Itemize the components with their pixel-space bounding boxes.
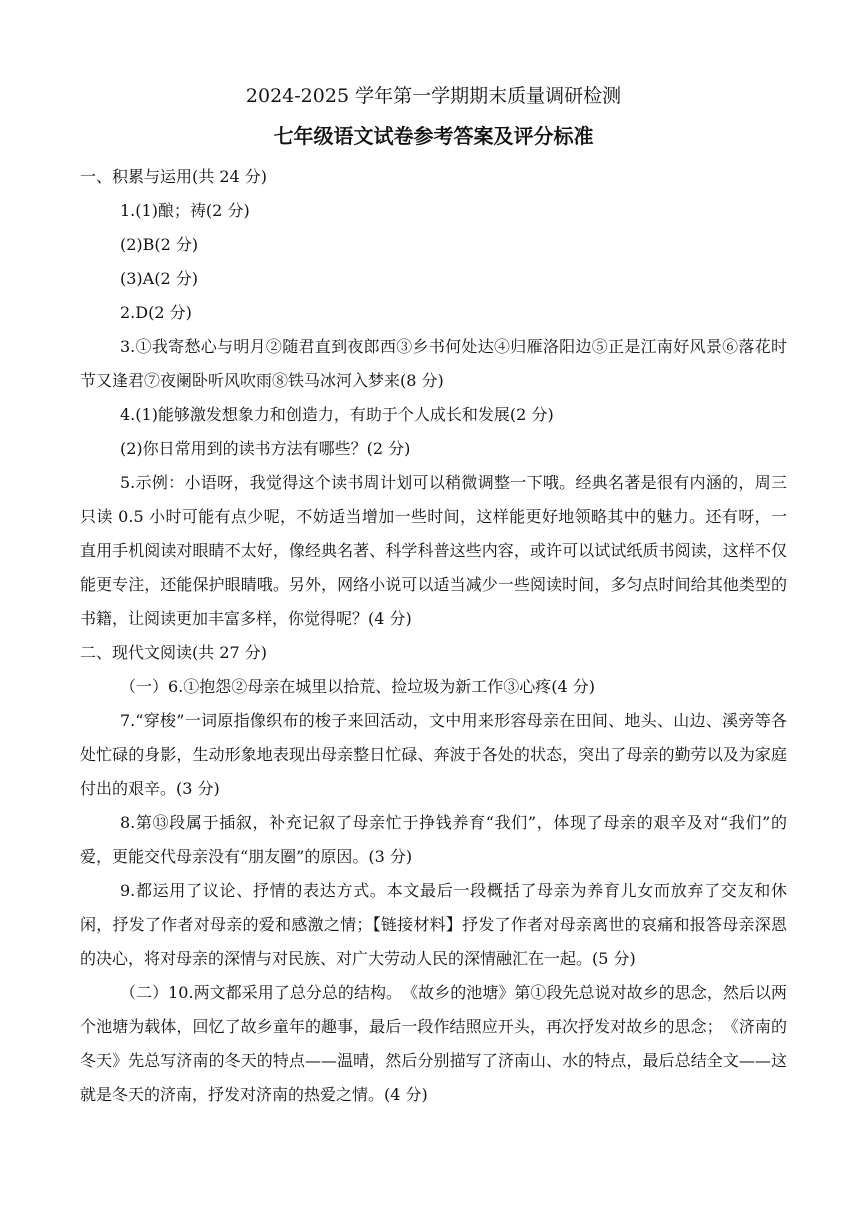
answer-q10: （二）10.两文都采用了总分总的结构。 《故乡的池塘》第①段先总说对故乡的思念，然后以两个池塘为载体，回忆了故乡童年的趣事，最后一段作结照应开头，再次抒发对故乡的思念； 《济南的冬天》先总写济南的冬天的特点——温晴，然后分别描写了济南山、水的特点，最后总结全文——这就是冬天的济南，抒发对济南的热爱之情。(4 分) <box>80 983 787 1104</box>
answer-q3: 3.①我寄愁心与明月②随君直到夜郎西③乡书何处达④归雁洛阳边⑤正是江南好风景⑥落花时节又逢君⑦夜阑卧听风吹雨⑧铁马冰河入梦来(8 分) <box>80 337 787 390</box>
answer-q6: （一）6.①抱怨②母亲在城里以拾荒、捡垃圾为新工作③心疼(4 分) <box>120 677 596 696</box>
answer-q8: 8.第⑬段属于插叙，补充记叙了母亲忙于挣钱养育“我们”，体现了母亲的艰辛及对“我们”的爱，更能交代母亲没有“朋友圈”的原因。(3 分) <box>80 813 787 866</box>
answer-q1-3: (3)A(2 分) <box>120 269 198 288</box>
answer-q5: 5.示例：小语呀，我觉得这个读书周计划可以稍微调整一下哦。经典名著是很有内涵的，周三只读 0.5 小时可能有点少呢，不妨适当增加一些时间，这样能更好地领略其中的魅力。还有呀，一直用手机阅读对眼睛不太好，像经典名著、科学科普这些内容，或许可以试试纸质书阅读，这样不仅能更专注，还能保护眼睛哦。另外，网络小说可以适当减少一些阅读时间，多匀点时间给其他类型的书籍，让阅读更加丰富多样，你觉得呢？(4 分) <box>80 473 787 628</box>
answer-q4-2: (2)你日常用到的读书方法有哪些？(2 分) <box>120 439 411 458</box>
answer-q7: 7.“穿梭”一词原指像织布的梭子来回活动，文中用来形容母亲在田间、地头、山边、溪旁等各处忙碌的身影，生动形象地表现出母亲整日忙碌、奔波于各处的状态，突出了母亲的勤劳以及为家庭付出的艰辛。(3 分) <box>80 711 787 798</box>
answer-q2: 2.D(2 分) <box>120 303 192 322</box>
section-heading-2: 二、现代文阅读(共 27 分) <box>80 643 268 662</box>
answer-q9: 9.都运用了议论、抒情的表达方式。本文最后一段概括了母亲为养育儿女而放弃了交友和休闲，抒发了作者对母亲的爱和感激之情；【链接材料】抒发了作者对母亲离世的哀痛和报答母亲深恩的决心，将对母亲的深情与对民族、对广大劳动人民的深情融汇在一起。(5 分) <box>80 881 787 968</box>
section-heading-1: 一、积累与运用(共 24 分) <box>80 167 268 186</box>
document-subtitle: 七年级语文试卷参考答案及评分标准 <box>273 124 594 148</box>
answer-q1-1: 1.(1)酿；祷(2 分) <box>120 201 250 220</box>
document-title: 2024-2025 学年第一学期期末质量调研检测 <box>245 85 622 107</box>
answer-q1-2: (2)B(2 分) <box>120 235 199 254</box>
answer-q4-1: 4.(1)能够激发想象力和创造力，有助于个人成长和发展(2 分) <box>120 405 554 424</box>
